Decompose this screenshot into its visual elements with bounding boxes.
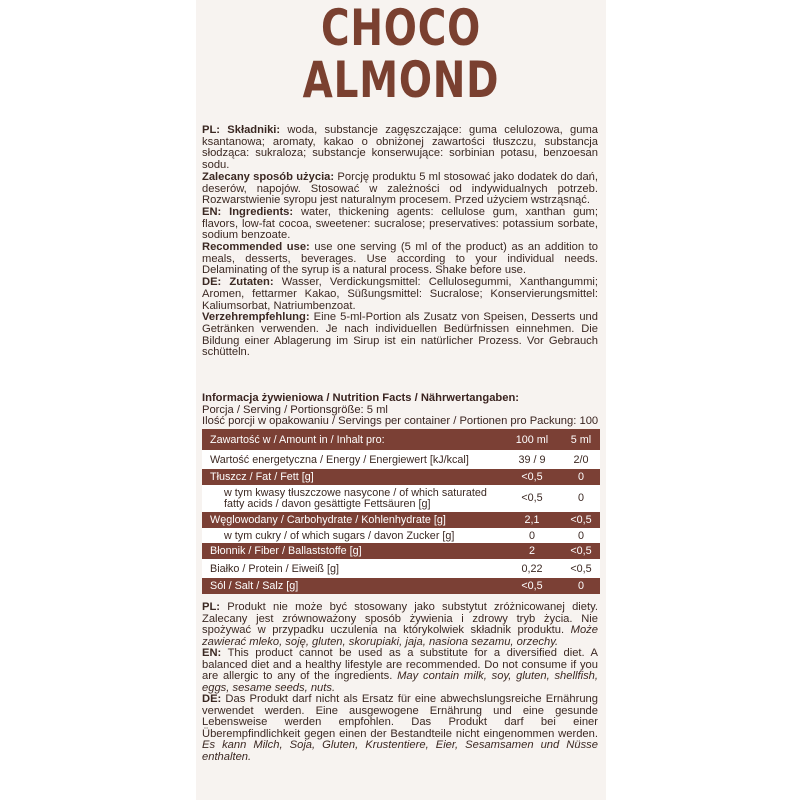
row-value-100ml: 2,1	[502, 512, 562, 528]
table-row	[202, 512, 600, 528]
row-value-100ml: 2	[502, 543, 562, 559]
row-value-5ml: 2/0	[562, 450, 600, 469]
row-value-5ml: 0	[562, 528, 600, 543]
row-label: Tłuszcz / Fat / Fett [g]	[202, 469, 502, 485]
row-label: Wartość energetyczna / Energy / Energiewert [kJ/kcal]	[202, 450, 502, 469]
table-row	[202, 485, 600, 512]
row-value-100ml: 39 / 9	[502, 450, 562, 469]
table-row	[202, 450, 600, 469]
usage-pl: Zalecany sposób użycia: Porcję produktu 5 ml stosować jako dodatek do dań, deserów, napojów. Stosować w zależności od indywidualnych potrzeb. Rozwarstwienie syropu jest naturalnym procesem. Przed użyciem wstrząsnąć.	[202, 170, 599, 207]
table-row	[202, 543, 600, 559]
nutrition-heading-block	[202, 393, 600, 428]
title-line-1: CHOCO	[320, 0, 482, 57]
title-line-2: ALMOND	[302, 51, 500, 109]
row-value-100ml: 0	[502, 528, 562, 543]
row-value-5ml: 0	[562, 485, 600, 512]
serving-size: Porcja / Serving / Portionsgröße: 5 ml	[202, 403, 388, 416]
warning-en: EN: This product cannot be used as a substitute for a diversified diet. A balanced diet and a healthy lifestyle are recommended. Do not consume if you are allergic to any of the ingredients. May contain milk, soy, gluten, shellfish, eggs, sesame seeds, nuts.	[202, 647, 598, 694]
row-value-5ml: <0,5	[562, 512, 600, 528]
ingredients-de: DE: Zutaten: Wasser, Verdickungsmittel: Cellulosegummi, Xanthangummi; Aromen, fettarmer Kakao, Süßungsmittel: Sucralose; Konservierungsmittel: Kaliumsorbat, Natriumbenzoat.	[202, 276, 598, 312]
table-row	[202, 528, 600, 543]
allergen-de: Es kann Milch, Soja, Gluten, Krustentiere, Eier, Sesamsamen und Nüsse enthalten.	[202, 739, 598, 763]
row-label: Błonnik / Fiber / Ballaststoffe [g]	[202, 543, 502, 559]
header-label: Zawartość w / Amount in / Inhalt pro:	[202, 429, 502, 450]
row-label: w tym cukry / of which sugars / davon Zucker [g]	[202, 528, 502, 543]
row-value-100ml: 0,22	[502, 559, 562, 578]
usage-en: Recommended use: use one serving (5 ml of the product) as an addition to meals, desserts, beverages. Use according to your individual needs. Delaminating of the syrup is a natural process. Shake before use.	[202, 241, 599, 277]
row-label: Sól / Salt / Salz [g]	[202, 578, 502, 594]
row-label: Białko / Protein / Eiweiß [g]	[202, 559, 502, 578]
warning-de: DE: Das Produkt darf nicht als Ersatz für eine abwechslungsreiche Ernährung verwendet werden. Eine ausgewogene Ernährung und eine gesunde Lebensweise werden empfohlen. Das Produkt darf bei einer Überempfindlichkeit gegen einen der Bestandteile nicht eingenommen werden. Es kann Milch, Soja, Gluten, Krustentiere, Eier, Sesamsamen und Nüsse enthalten.	[202, 693, 598, 763]
table-row	[202, 559, 600, 578]
servings-per-container: Ilość porcji w opakowaniu / Servings per container / Portionen pro Packung: 100	[202, 415, 599, 428]
table-row	[202, 469, 600, 485]
ingredients-en: EN: Ingredients: water, thickening agents: cellulose gum, xanthan gum; flavors, low-fat cocoa, sweetener: sucralose; preservatives: potassium sorbate, sodium benzoate.	[202, 205, 598, 242]
allergen-pl: Może zawierać mleko, soję, gluten, skorupiaki, jaja, nasiona sezamu, orzechy.	[202, 624, 598, 648]
warnings-block	[202, 602, 598, 763]
header-col-5ml: 5 ml	[562, 429, 600, 450]
nutrition-heading: Informacja żywieniowa / Nutrition Facts / Nährwertangaben:	[202, 392, 520, 404]
row-value-5ml: <0,5	[562, 543, 600, 559]
allergen-en: May contain milk, soy, gluten, shellfish, eggs, sesame seeds, nuts.	[202, 670, 598, 694]
nutrition-table	[202, 429, 600, 594]
row-value-5ml: 0	[562, 578, 600, 594]
row-value-100ml: <0,5	[502, 485, 562, 512]
row-label: w tym kwasy tłuszczowe nasycone / of which saturated fatty acids / davon gesättigte Fettsäuren [g]	[202, 485, 502, 512]
row-value-100ml: <0,5	[502, 469, 562, 485]
ingredients-block	[202, 125, 598, 359]
nutrition-header-row	[202, 429, 600, 450]
row-value-100ml: <0,5	[502, 578, 562, 594]
table-row	[202, 578, 600, 594]
ingredients-pl: PL: Składniki: woda, substancje zagęszczające: guma celulozowa, guma ksantanowa; aromaty, kakao o obniżonej zawartości tłuszczu, substancja słodząca: sukraloza; substancje konserwujące: sorbinian potasu, benzoesan sodu.	[202, 124, 598, 172]
row-label: Węglowodany / Carbohydrate / Kohlenhydrate [g]	[202, 512, 502, 528]
row-value-5ml: 0	[562, 469, 600, 485]
warning-pl: PL: Produkt nie może być stosowany jako substytut zróżnicowanej diety. Zalecany jest zrównoważony sposób żywienia i zdrowy tryb życia. Nie spożywać w przypadku uczulenia na którykolwiek składnik produktu. Może zawierać mleko, soję, gluten, skorupiaki, jaja, nasiona sezamu, orzechy.	[202, 601, 598, 648]
usage-de: Verzehrempfehlung: Eine 5-ml-Portion als Zusatz von Speisen, Desserts und Getränken verwenden. Je nach individuellen Bedürfnissen einnehmen. Die Bildung einer Ablagerung im Sirup ist ein natürlicher Prozess. Vor Gebrauch schütteln.	[202, 311, 598, 359]
header-col-100ml: 100 ml	[502, 429, 562, 450]
row-value-5ml: <0,5	[562, 559, 600, 578]
